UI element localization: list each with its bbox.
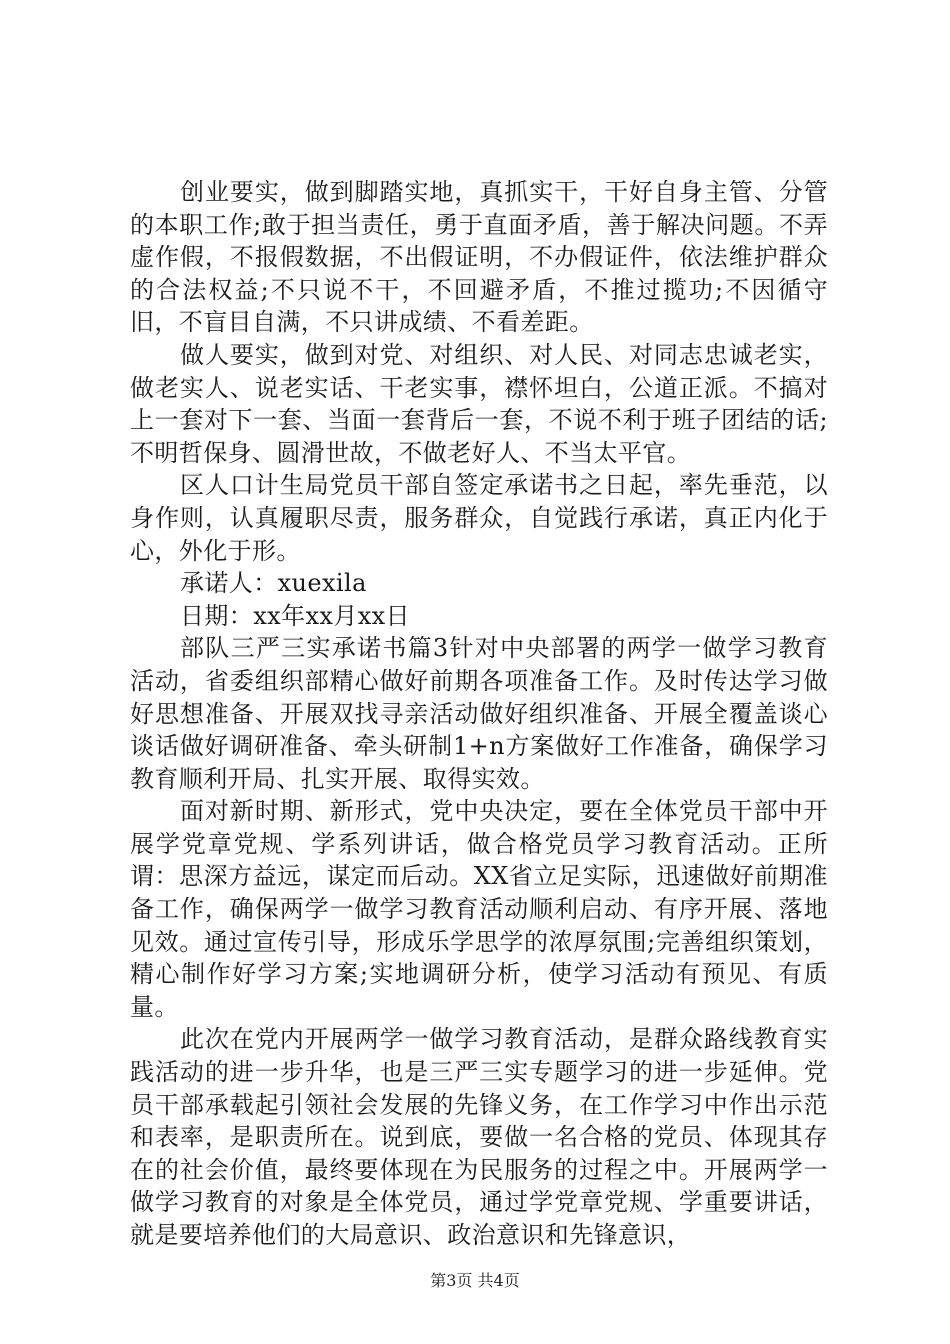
paragraph-zuoren: 做人要实，做到对党、对组织、对人民、对同志忠诚老实，做老实人、说老实话、干老实事，襟怀坦白，公道正派。不搞对上一套对下一套、当面一套背后一套，不说不利于班子团结的话;不明哲保身、圆滑世故，不做老好人、不当太平官。 — [130, 340, 828, 467]
paragraph-new-era: 面对新时期、新形式，党中央决定，要在全体党员干部中开展学党章党规、学系列讲话，做合格党员学习教育活动。正所谓：思深方益远，谋定而后动。XX省立足实际，迅速做好前期准备工作，确保两学一做学习教育活动顺利启动、有序开展、落地见效。通过宣传引导，形成乐学思学的浓厚氛围;完善组织策划，精心制作好学习方案;实地调研分析，使学习活动有预见、有质量。 — [130, 797, 828, 1021]
paragraph-chuangye: 创业要实，做到脚踏实地，真抓实干，干好自身主管、分管的本职工作;敢于担当责任，勇于直面矛盾，善于解决问题。不弄虚作假，不报假数据，不出假证明，不办假证件，依法维护群众的合法权益;不只说不干，不回避矛盾，不推过揽功;不因循守旧，不盲目自满，不只讲成绩、不看差距。 — [130, 178, 828, 337]
paragraph-liangxue-yizuo: 此次在党内开展两学一做学习教育活动，是群众路线教育实践活动的进一步升华，也是三严三实专题学习的进一步延伸。党员干部承载起引领社会发展的先锋义务，在工作学习中作出示范和表率，是职责所在。说到底，要做一名合格的党员、体现其存在的社会价值，最终要体现在为民服务的过程之中。开展两学一做学习教育的对象是全体党员，通过学党章党规、学重要讲话，就是要培养他们的大局意识、政治意识和先锋意识， — [130, 1025, 828, 1249]
page-footer: 第3页 共4页 — [430, 1271, 520, 1290]
signer-line: 承诺人：xuexila — [180, 569, 367, 598]
document-body — [130, 176, 828, 1252]
date-line: 日期：xx年xx月xx日 — [180, 601, 411, 630]
paragraph-section-3-intro: 部队三严三实承诺书篇3针对中央部署的两学一做学习教育活动，省委组织部精心做好前期各项准备工作。及时传达学习做好思想准备、开展双找寻亲活动做好组织准备、开展全覆盖谈心谈话做好调研准备、牵头研制1+n方案做好工作准备，确保学习教育顺利开局、扎实开展、取得实效。 — [130, 634, 828, 793]
paragraph-commitment: 区人口计生局党员干部自签定承诺书之日起，率先垂范，以身作则，认真履职尽责，服务群众，自觉践行承诺，真正内化于心，外化于形。 — [130, 471, 828, 565]
